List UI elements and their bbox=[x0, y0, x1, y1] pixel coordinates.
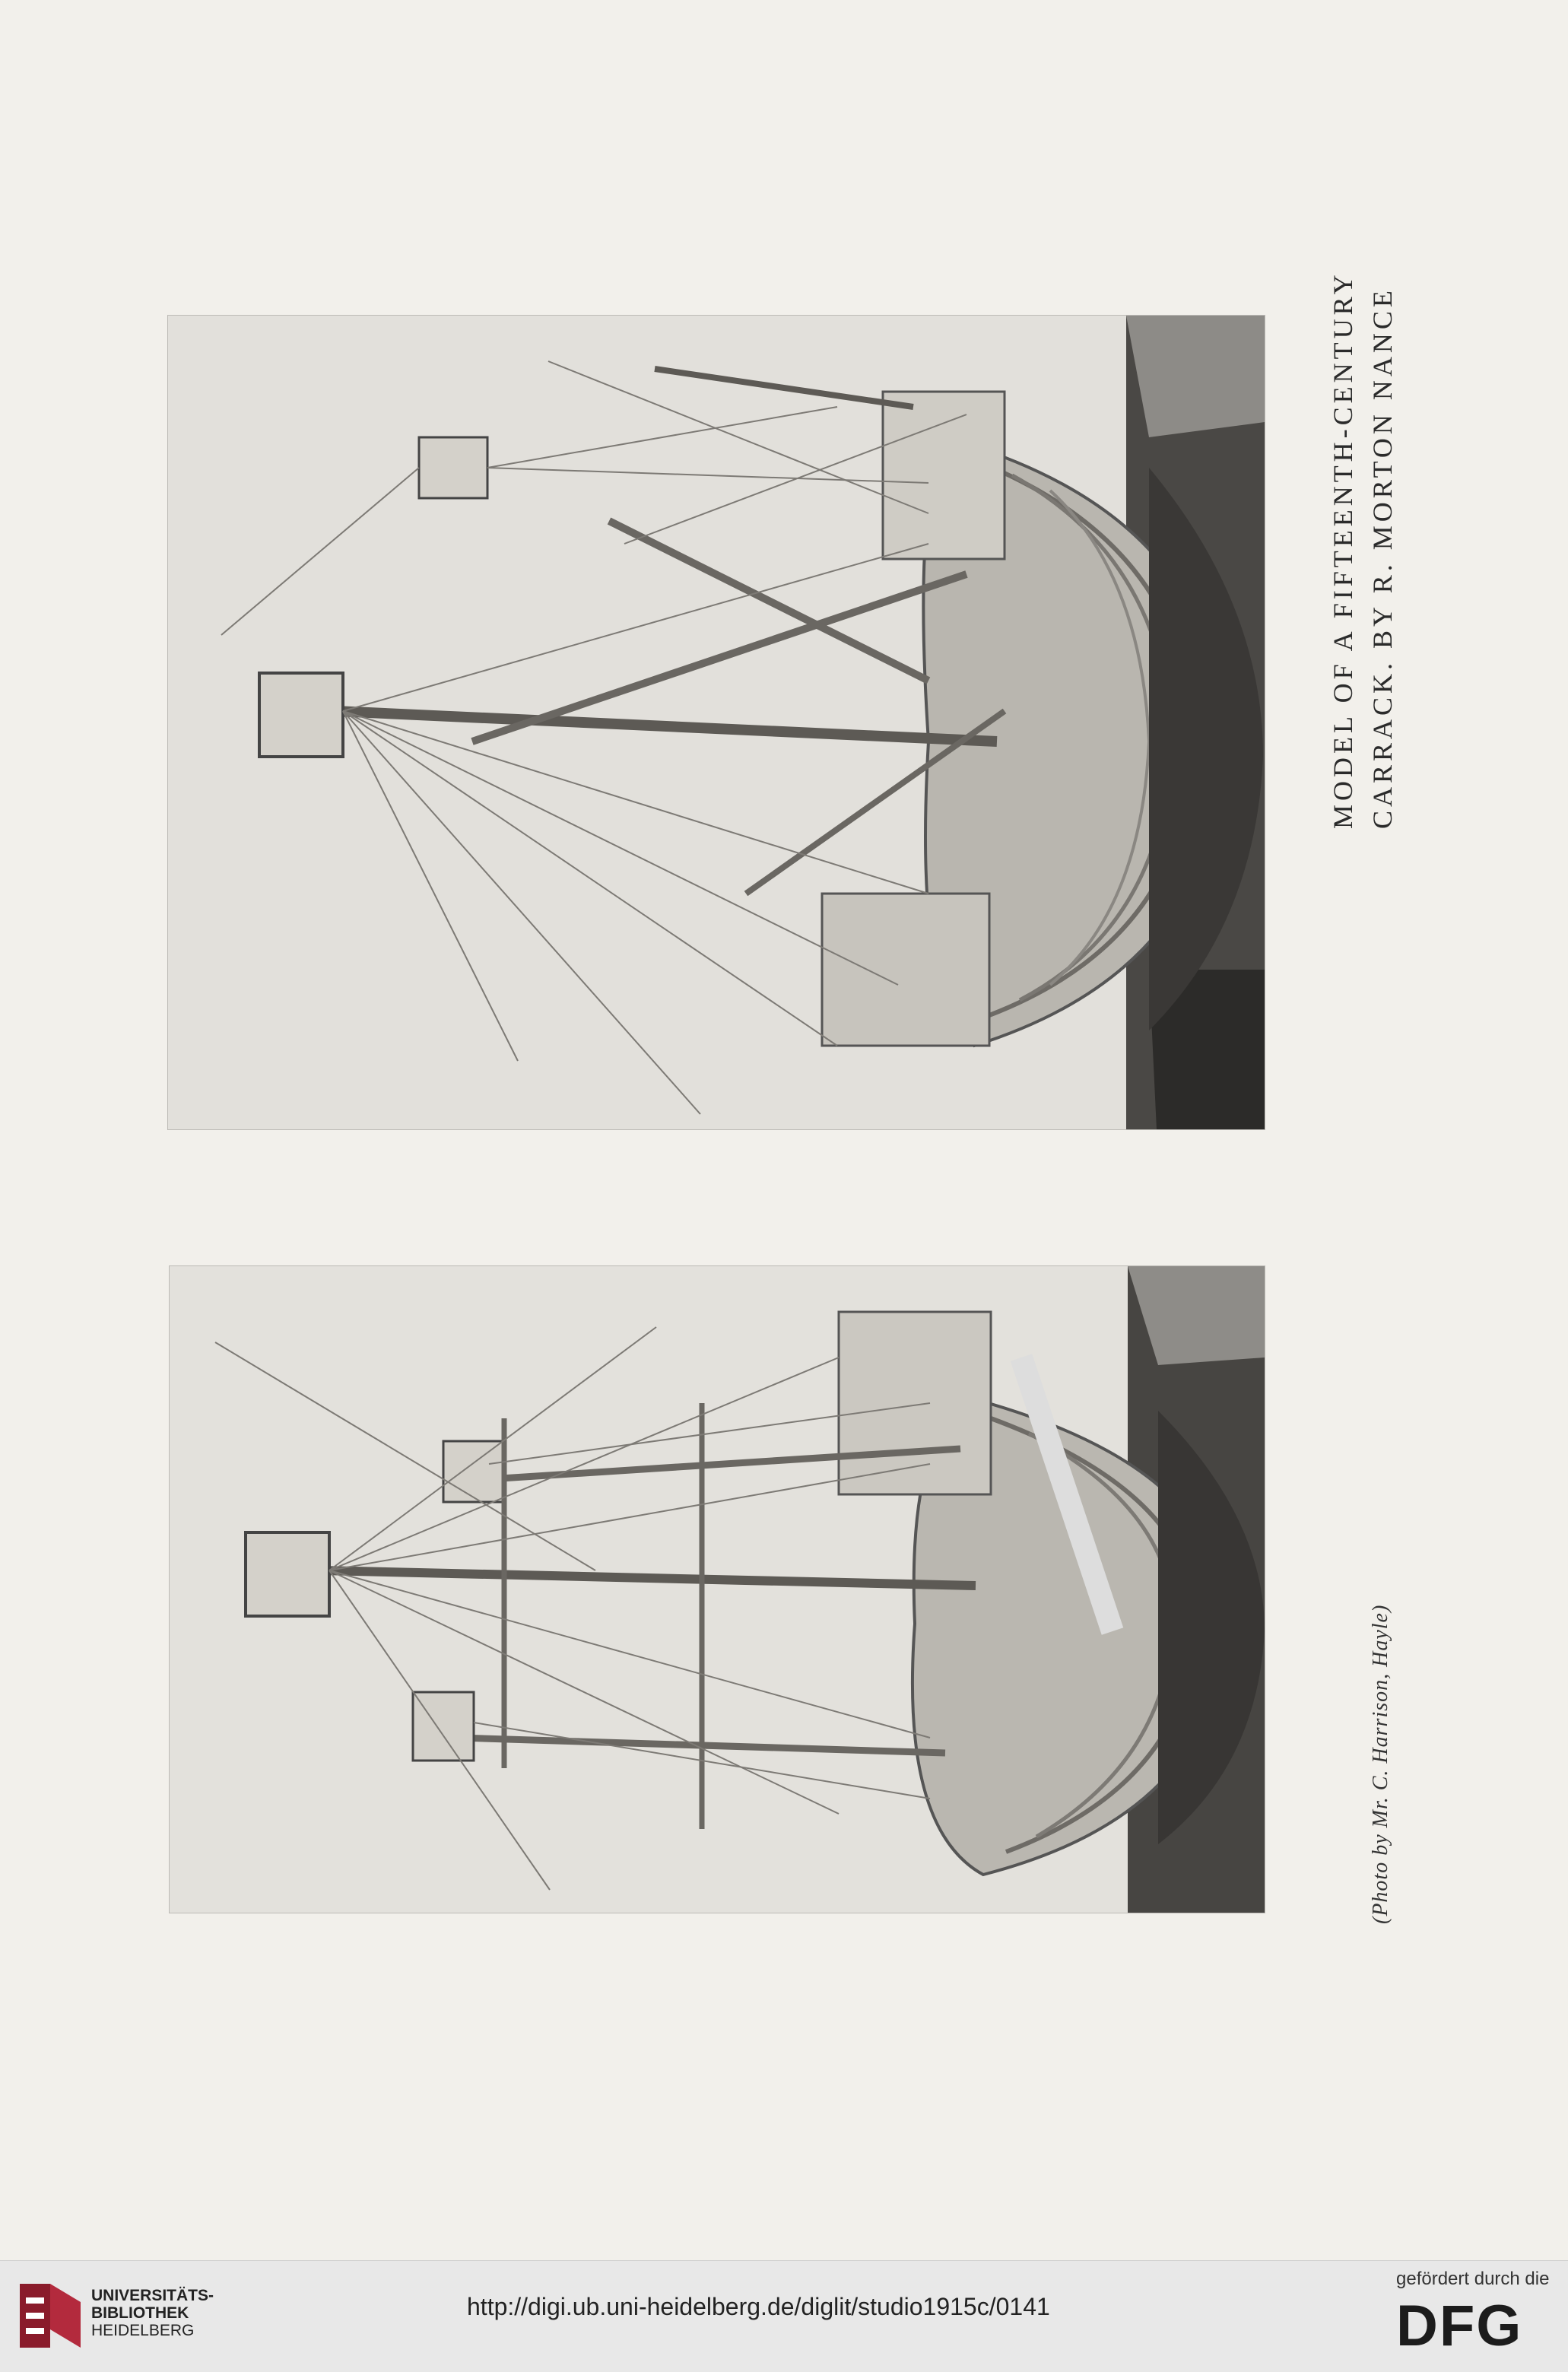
ship-photo-bottom bbox=[169, 1265, 1265, 1913]
ship-photo-top bbox=[167, 315, 1265, 1130]
university-library-name bbox=[91, 2287, 214, 2339]
library-name-line-2: BIBLIOTHEK bbox=[91, 2304, 189, 2322]
library-name-line-1: UNIVERSITÄTS- bbox=[91, 2287, 214, 2304]
ship-model-image bbox=[170, 1266, 1265, 1913]
caption-line-2: CARRACK. BY R. MORTON NANCE bbox=[1367, 287, 1398, 829]
caption-line-1: MODEL OF A FIFTEENTH-CENTURY bbox=[1328, 271, 1358, 829]
photo-credit-text: (Photo by Mr. C. Harrison, Hayle) bbox=[1369, 1604, 1392, 1924]
funding-note: gefördert durch die bbox=[1396, 2269, 1550, 2289]
source-url-link[interactable]: http://digi.ub.uni-heidelberg.de/diglit/studio1915c/0141 bbox=[467, 2293, 1050, 2320]
university-library-logo-icon bbox=[17, 2276, 84, 2355]
library-name-line-3: HEIDELBERG bbox=[91, 2322, 195, 2339]
digitization-footer bbox=[0, 2260, 1568, 2372]
dfg-logo: DFG bbox=[1396, 2294, 1523, 2358]
ship-model-image bbox=[168, 316, 1265, 1129]
